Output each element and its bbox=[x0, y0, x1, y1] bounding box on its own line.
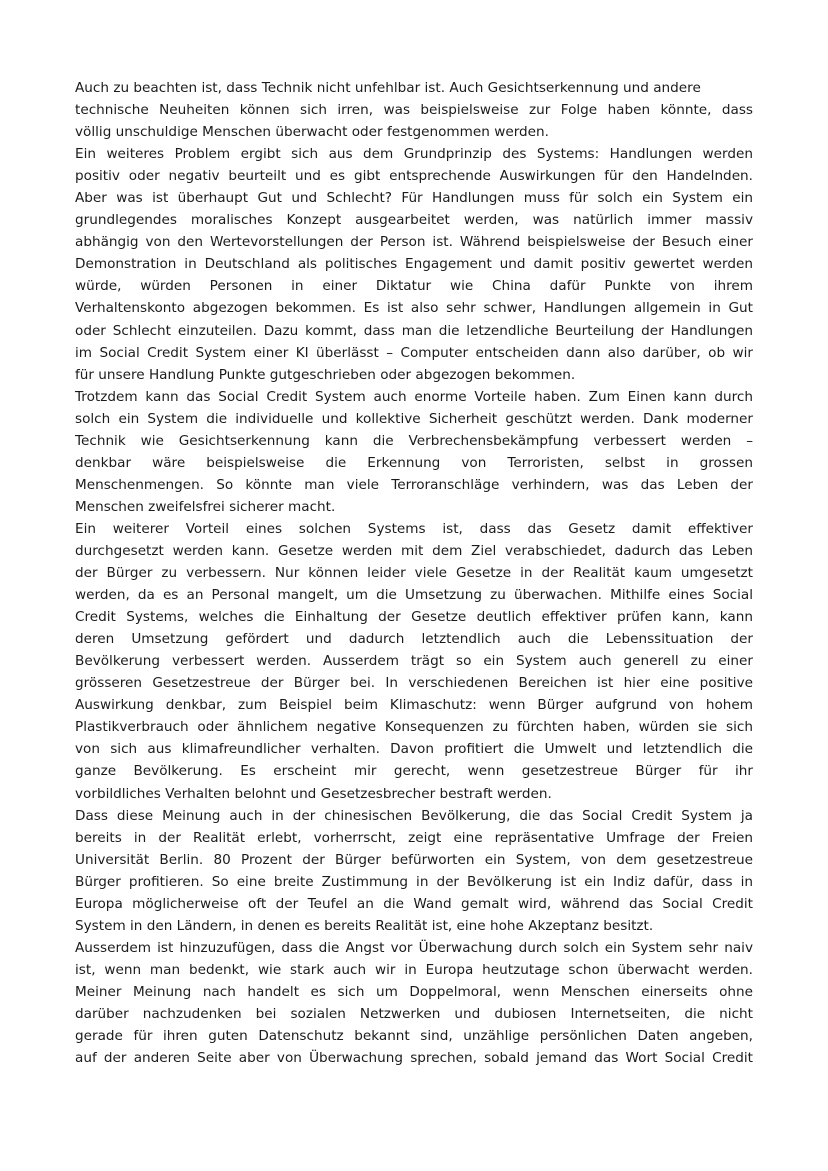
text-line: Auch zu beachten ist, dass Technik nicht unfehlbar ist. Auch Gesichtserkennung und andere bbox=[75, 80, 701, 96]
text-line: deren Umsetzung gefördert und dadurch letztendlich auch die Lebenssituation der bbox=[75, 631, 753, 648]
text-line: ist, wenn man bedenkt, wie stark auch wir in Europa heutzutage schon überwacht werden. bbox=[75, 961, 753, 978]
text-line: durchgesetzt werden kann. Gesetze werden mit dem Ziel verabschiedet, dadurch das Leben bbox=[75, 542, 753, 559]
text-line: völlig unschuldige Menschen überwacht oder festgenommen werden. bbox=[75, 124, 549, 141]
text-line: Demonstration in Deutschland als politisches Engagement und damit positiv gewertet werden bbox=[75, 256, 753, 273]
text-line: auf der anderen Seite aber von Überwachung sprechen, sobald jemand das Wort Social Credit bbox=[75, 1050, 753, 1067]
text-line: für unsere Handlung Punkte gutgeschrieben oder abgezogen bekommen. bbox=[75, 366, 576, 383]
text-line: werden, da es an Personal mangelt, um die Umsetzung zu überwachen. Mithilfe eines Social bbox=[75, 587, 753, 604]
text-line: Menschen zweifelsfrei sicherer macht. bbox=[75, 498, 336, 515]
text-line: Ein weiterer Vorteil eines solchen Systems ist, dass das Gesetz damit effektiver bbox=[75, 520, 753, 537]
text-line: Bürger profitieren. So eine breite Zustimmung in der Bevölkerung ist ein Indiz dafür, dass in bbox=[75, 873, 753, 890]
text-line: Universität Berlin. 80 Prozent der Bürger befürworten ein System, von dem gesetzestreue bbox=[75, 851, 753, 868]
text-line: oder Schlecht einzuteilen. Dazu kommt, dass man die letzendliche Beurteilung der Handlungen bbox=[75, 322, 753, 339]
text-line: von sich aus klimafreundlicher verhalten. Davon profitiert die Umwelt und letztendlich die bbox=[75, 741, 753, 758]
text-line: der Bürger zu verbessern. Nur können leider viele Gesetze in der Realität kaum umgesetzt bbox=[75, 565, 753, 582]
text-line: positiv oder negativ beurteilt und es gibt entsprechende Auswirkungen für den Handelnden. bbox=[75, 168, 753, 185]
text-line: gerade für ihren guten Datenschutz bekannt sind, unzählige persönlichen Daten angeben, bbox=[75, 1028, 753, 1045]
text-line: Plastikverbrauch oder ähnlichem negative Konsequenzen zu fürchten haben, würden sie sich bbox=[75, 719, 753, 736]
text-line: Credit Systems, welches die Einhaltung der Gesetze deutlich effektiver prüfen kann, kann bbox=[75, 609, 753, 626]
text-line: darüber nachzudenken bei sozialen Netzwerken und dubiosen Internetseiten, die nicht bbox=[75, 1005, 753, 1022]
text-line: Dass diese Meinung auch in der chinesischen Bevölkerung, die das Social Credit System ja bbox=[75, 807, 753, 824]
text-line: grösseren Gesetzestreue der Bürger bei. In verschiedenen Bereichen ist hier eine positive bbox=[75, 675, 753, 692]
text-line: Europa möglicherweise oft der Teufel an die Wand gemalt wird, während das Social Credit bbox=[75, 895, 753, 912]
text-line: Ein weiteres Problem ergibt sich aus dem Grundprinzip des Systems: Handlungen werden bbox=[75, 146, 753, 163]
text-line: Menschenmengen. So könnte man viele Terroranschläge verhindern, was das Leben der bbox=[75, 476, 753, 493]
text-line: Verhaltenskonto abgezogen bekommen. Es ist also sehr schwer, Handlungen allgemein in Gut bbox=[75, 300, 753, 317]
text-line: solch ein System die individuelle und kollektive Sicherheit geschützt werden. Dank moderner bbox=[75, 410, 753, 427]
text-line: Trotzdem kann das Social Credit System auch enorme Vorteile haben. Zum Einen kann durch bbox=[75, 388, 753, 405]
text-line: Technik wie Gesichtserkennung kann die Verbrechensbekämpfung verbessert werden – bbox=[75, 432, 753, 449]
text-line: im Social Credit System einer KI überlässt – Computer entscheiden dann also darüber, ob wir bbox=[75, 344, 753, 361]
text-line: würde, würden Personen in einer Diktatur wie China dafür Punkte von ihrem bbox=[75, 278, 753, 295]
text-line: Ausserdem ist hinzuzufügen, dass die Angst vor Überwachung durch solch ein System sehr naiv bbox=[75, 939, 753, 956]
text-line: Meiner Meinung nach handelt es sich um Doppelmoral, wenn Menschen einerseits ohne bbox=[75, 983, 753, 1000]
text-line: vorbildliches Verhalten belohnt und Gesetzesbrecher bestraft werden. bbox=[75, 785, 552, 802]
text-line: System in den Ländern, in denen es bereits Realität ist, eine hohe Akzeptanz besitzt. bbox=[75, 917, 654, 934]
text-line: grundlegendes moralisches Konzept ausgearbeitet werden, was natürlich immer massiv bbox=[75, 212, 753, 229]
text-line: ganze Bevölkerung. Es erscheint mir gerecht, wenn gesetzestreue Bürger für ihr bbox=[75, 763, 753, 780]
text-line: Bevölkerung verbessert werden. Ausserdem trägt so ein System auch generell zu einer bbox=[75, 653, 753, 670]
text-line: abhängig von den Wertevorstellungen der Person ist. Während beispielsweise der Besuch einer bbox=[75, 234, 753, 251]
text-line: technische Neuheiten können sich irren, was beispielsweise zur Folge haben könnte, dass bbox=[75, 102, 753, 119]
text-line: denkbar wäre beispielsweise die Erkennung von Terroristen, selbst in grossen bbox=[75, 454, 753, 471]
text-line: bereits in der Realität erlebt, vorherrscht, zeigt eine repräsentative Umfrage der Freien bbox=[75, 829, 753, 846]
text-line: Auswirkung denkbar, zum Beispiel beim Klimaschutz: wenn Bürger aufgrund von hohem bbox=[75, 697, 753, 714]
text-line: Aber was ist überhaupt Gut und Schlecht? Für Handlungen muss für solch ein System ein bbox=[75, 190, 753, 207]
essay-text bbox=[75, 77, 753, 1069]
